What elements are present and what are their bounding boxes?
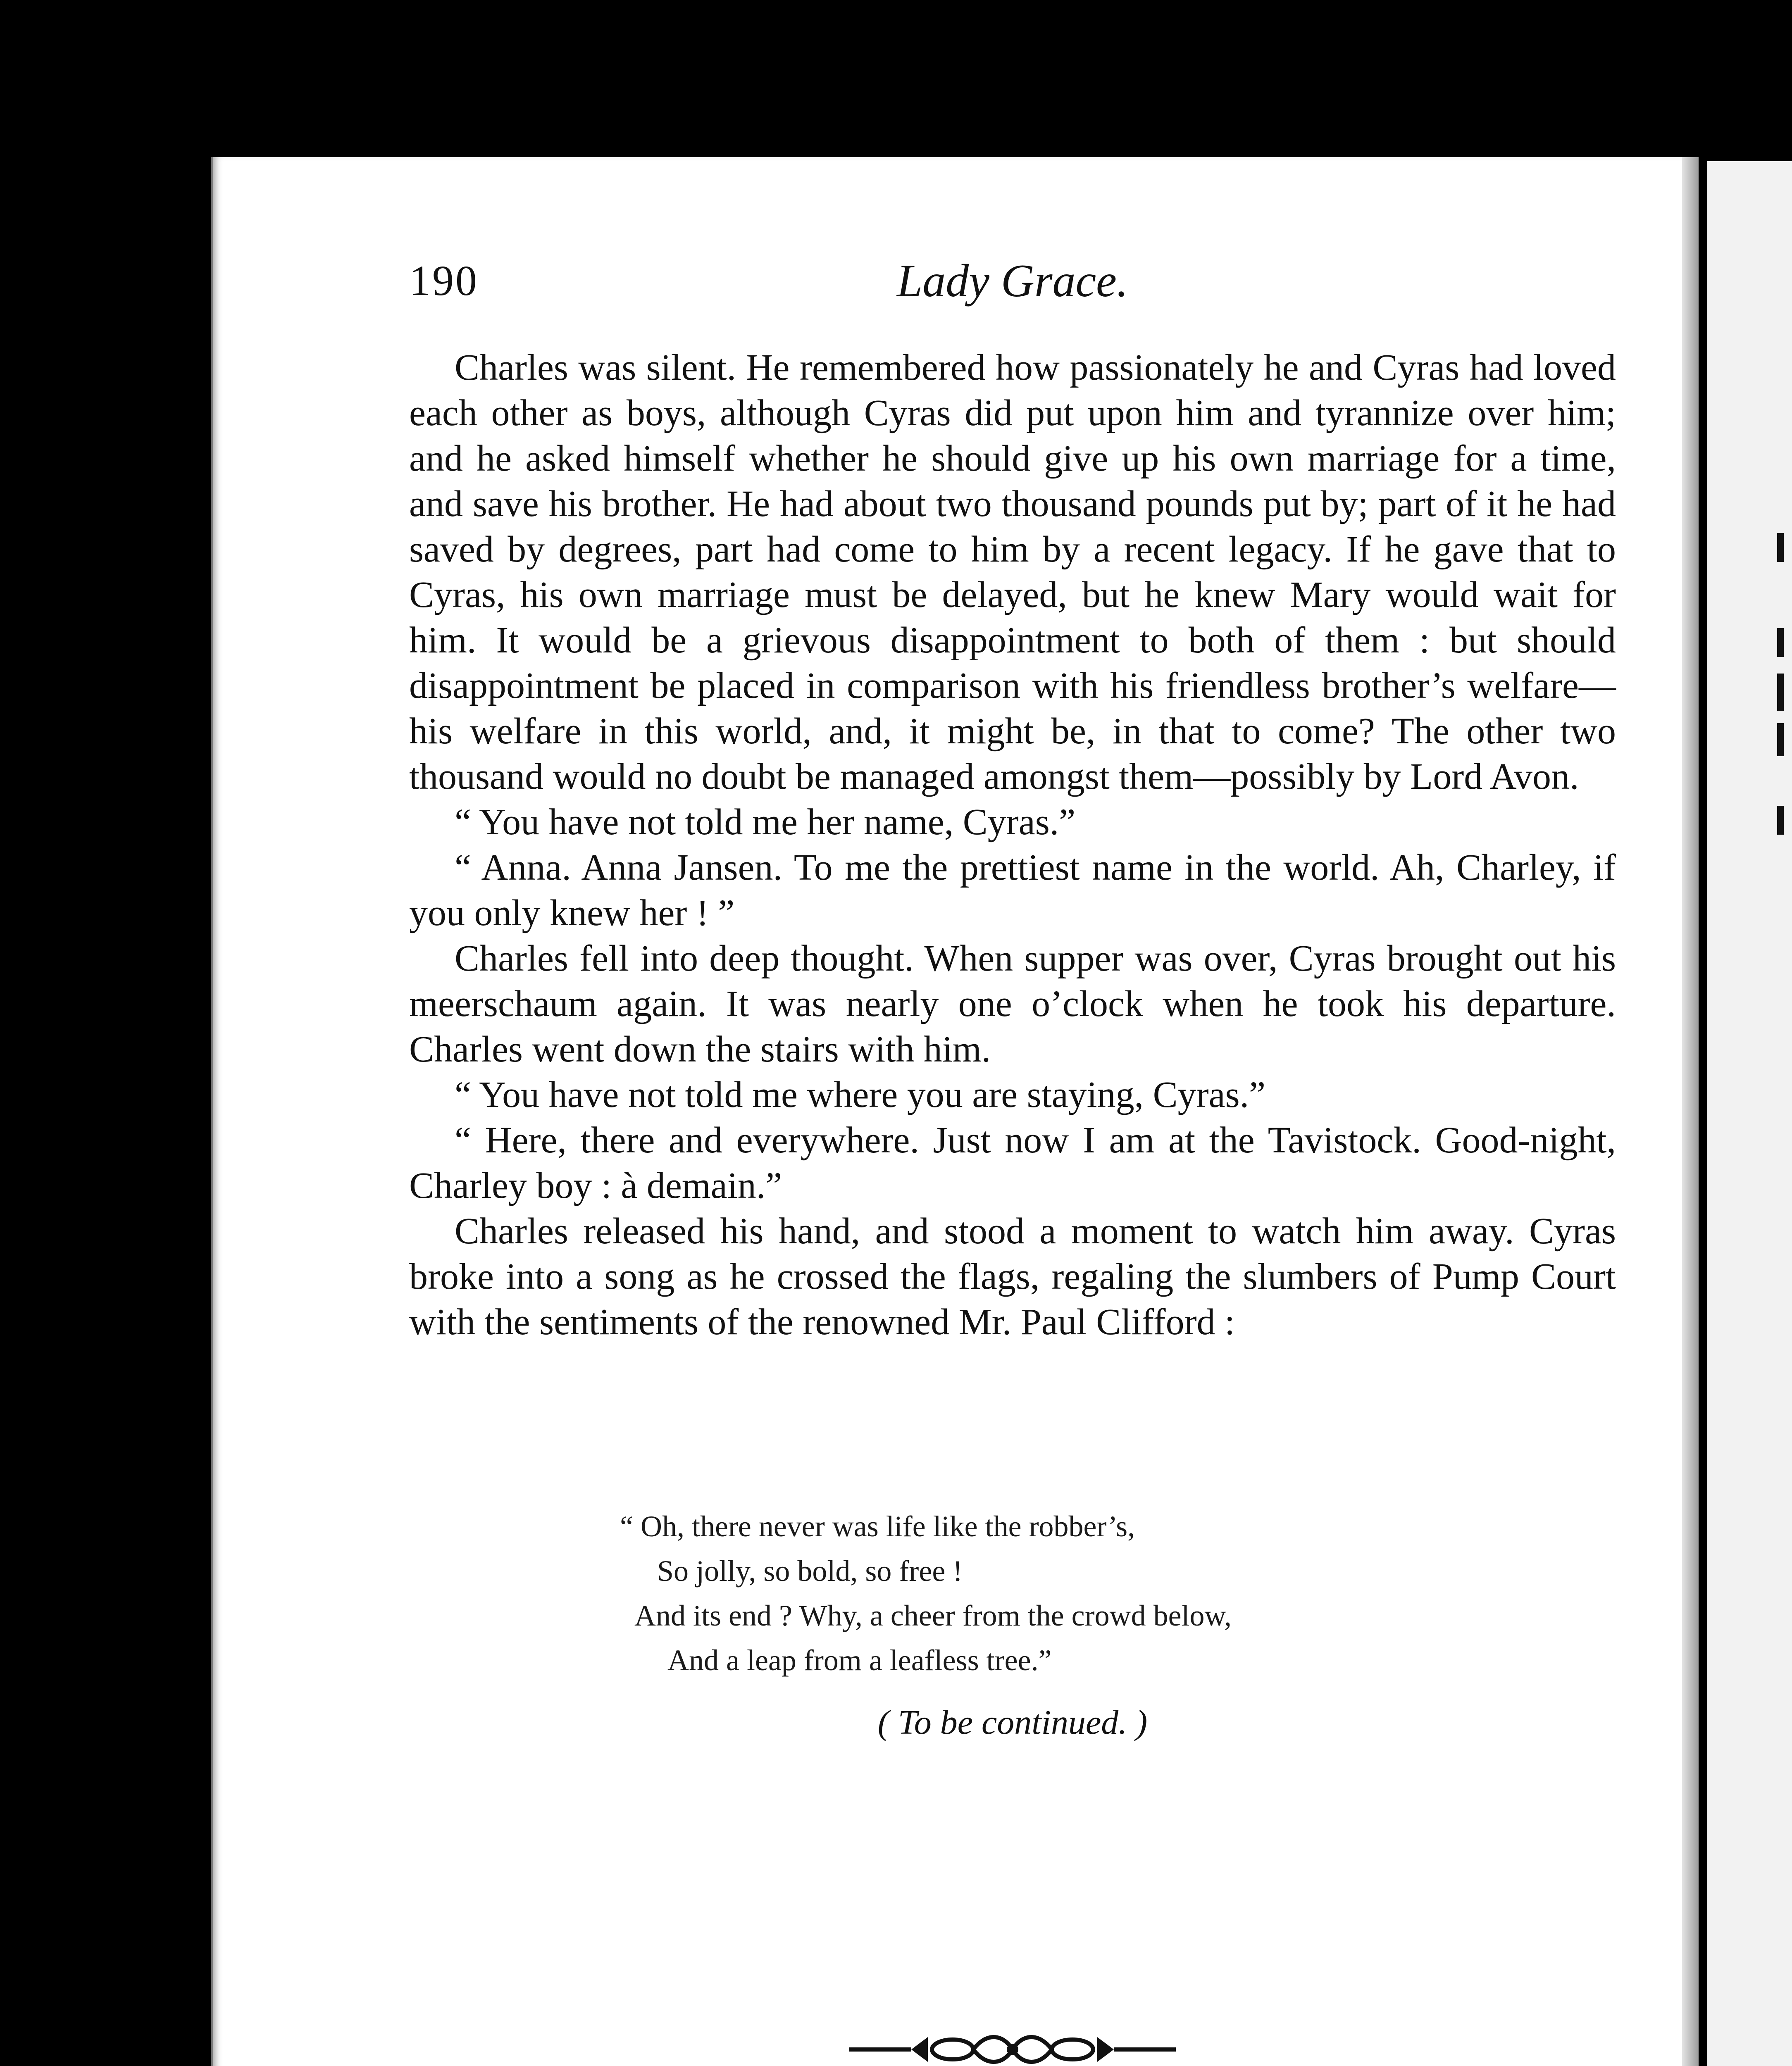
- paragraph: Charles released his hand, and stood a moment to watch him away. Cyras broke into a song as he crossed the flags, regaling the slumbers of Pump Court with the sentiments of the renowned Mr. Paul Clifford :: [409, 1211, 1616, 1342]
- verse-line: “ Oh, there never was life like the robber’s,: [620, 1510, 1135, 1543]
- verse-line: So jolly, so bold, so free !: [657, 1554, 963, 1588]
- paragraph: “ Here, there and everywhere. Just now I am at the Tavistock. Good-night, Charley boy : à demain.”: [409, 1120, 1616, 1206]
- running-header: [409, 252, 1616, 318]
- running-title: Lady Grace.: [897, 255, 1128, 307]
- to-be-continued-note: ( To be continued. ): [877, 1703, 1148, 1742]
- adjacent-page-glyph: [1777, 674, 1784, 711]
- adjacent-page-glyph: [1777, 723, 1784, 756]
- adjacent-page-edge: [1707, 161, 1792, 2066]
- paragraph: “ You have not told me her name, Cyras.”: [455, 802, 1076, 843]
- adjacent-page-glyph: [1777, 533, 1784, 562]
- paragraph: Charles fell into deep thought. When supper was over, Cyras brought out his meerschaum again. It was nearly one o’clock when he took his departure. Charles went down the stairs with him.: [409, 938, 1616, 1070]
- adjacent-page-glyph: [1777, 628, 1784, 657]
- verse-line: And its end ? Why, a cheer from the crowd below,: [634, 1599, 1232, 1632]
- paragraph: Charles was silent. He remembered how passionately he and Cyras had loved each other as boys, although Cyras did put upon him and tyrannize over him; and he asked himself whether he should give up his own marriage for a time, and save his brother. He had about two thousand pounds put by; part of it he had saved by degrees, part had come to him by a recent legacy. If he gave that to Cyras, his own marriage must be delayed, but he knew Mary would wait for him. It would be a grievous disappointment to both of them : but should disappointment be placed in comparison with his friendless brother’s welfare—his welfare in this world, and, it might be, in that to come? The other two thousand would no doubt be managed amongst them—possibly by Lord Avon.: [409, 347, 1616, 797]
- body-text: [409, 345, 1616, 1345]
- page-number: 190: [409, 257, 479, 305]
- paragraph: “ You have not told me where you are staying, Cyras.”: [455, 1074, 1266, 1115]
- end-ornament-icon: [849, 2025, 1176, 2066]
- verse-quotation: [603, 1504, 1430, 1683]
- adjacent-page-glyph: [1777, 806, 1784, 835]
- verse-line: And a leap from a leafless tree.”: [667, 1644, 1052, 1677]
- paragraph: “ Anna. Anna Jansen. To me the prettiest name in the world. Ah, Charley, if you only knew her ! ”: [409, 847, 1616, 933]
- page-gutter: [1682, 157, 1699, 2066]
